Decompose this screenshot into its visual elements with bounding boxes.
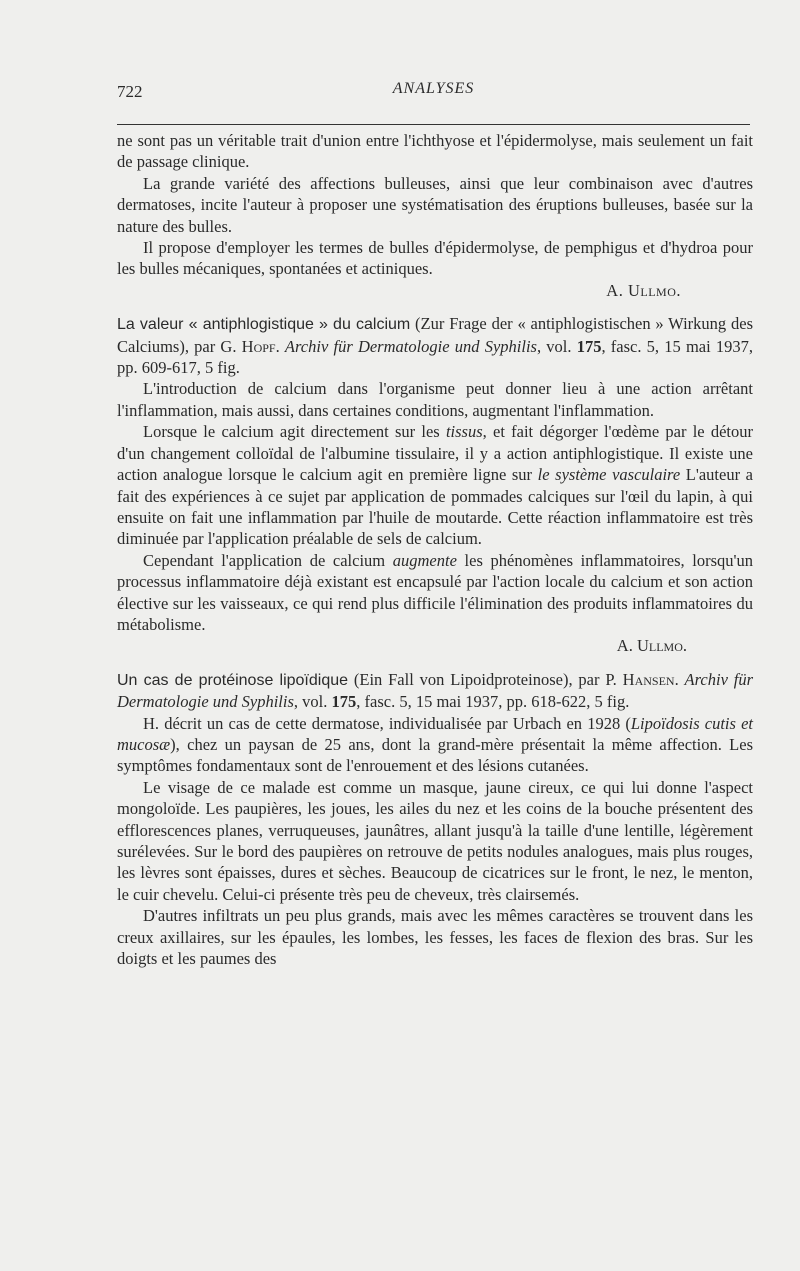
entry-title: Un cas de protéinose lipoïdique [117,671,349,689]
entry-details: , fasc. 5, 15 mai 1937, pp. 618-622, 5 fig. [356,692,630,712]
paragraph [117,713,753,777]
entry-reference [117,669,753,713]
entry-vol-label: , vol. [536,336,577,356]
entry-author: Hansen [622,669,675,689]
header-rule [117,124,750,125]
paragraph: Le visage de ce malade est comme un masque, jaune cireux, ce qui lui donne l'aspect mongoloïde. Les paupières, les joues, les ailes du nez et les coins de la bouche présentent des efflorescences planes, verruqueuses, jaunâtres, allant jusqu'à la taille d'une lentille, légèrement surélevées. Sur le bord des paupières on retrouve de petits nodules analogues, mais plus rouges, les lèvres sont épaisses, dures et sèches. Beaucoup de cicatrices sur le front, le nez, le menton, le cuir chevelu. Celui-ci présente très peu de cheveux, très clairsemés. [117,777,753,904]
entry-ref-separator: . [674,669,685,689]
italic-run: tissus [445,422,483,442]
text-run: , et fait dégorger l'œdème par le détour d'un changement colloïdal de l'albumine tissulaire, il y a action antiphlogistique. Il existe une action analogue lorsque le calcium agit en première ligne sur [117,422,753,485]
entry-reference [117,313,753,378]
entry-details: , fasc. 5, 15 mai 1937, pp. 609-617, 5 fig. [117,336,754,378]
entry-vol-label: , vol. [293,692,332,712]
page-number: 722 [117,82,143,101]
abstract-entry-lipoid [117,669,753,970]
italic-run: augmente [392,550,457,570]
entry-volume: 175 [331,692,357,712]
page-body [117,130,753,969]
running-title: ANALYSES [392,80,475,97]
paragraph: L'introduction de calcium dans l'organisme peut donner lieu à une action arrêtant l'inflammation, mais aussi, dans certaines conditions, augmentant l'inflammation. [117,379,753,420]
entry-volume: 175 [576,336,602,356]
italic-run: le système vasculaire [537,465,681,485]
text-run: Cependant l'application de calcium [143,550,393,570]
paragraph: ne sont pas un véritable trait d'union entre l'ichthyose et l'épidermolyse, mais seulement un fait de passage clinique. [117,131,753,172]
text-run: H. décrit un cas de cette dermatose, individualisée par Urbach en 1928 ( [143,713,631,733]
entry-title: La valeur « antiphlogistique » du calcium [117,316,411,334]
abstract-entry-calcium [117,313,753,657]
signature: A. Ullmo. [616,636,687,656]
text-run: les phénomènes inflammatoires, lorsqu'un processus inflammatoire déjà existant est encapsulé par l'action locale du calcium et son action élective sur les vaisseaux, ce qui rend plus difficile l'élimination des produits inflammatoires du métabolisme. [117,550,753,634]
entry-author: Hopf [241,336,276,356]
continued-abstract [117,130,753,301]
paragraph: Il propose d'employer les termes de bulles d'épidermolyse, de pemphigus et d'hydroa pour les bulles mécaniques, spontanées et actiniques. [117,238,753,279]
signature: A. Ullmo. [606,280,681,300]
italic-run: Lipoïdosis cutis et mucosæ [117,713,753,754]
paragraph [117,550,753,636]
page-header [117,78,750,108]
paragraph: La grande variété des affections bulleuses, ainsi que leur combinaison avec d'autres dermatoses, incite l'auteur à proposer une systématisation des éruptions bulleuses, basée sur la nature des bulles. [117,173,753,236]
text-run: L'auteur a fait des expériences à ce sujet par application de pommades calciques sur l'œil du lapin, à qui ensuite on fait une inflammation par l'huile de moutarde. Cette réaction inflammatoire est très diminuée par l'application préalable de sels de calcium. [117,465,753,549]
paragraph [117,421,753,549]
text-run: ), chez un paysan de 25 ans, dont la grand-mère présentait la même affection. Les symptômes fondamentaux sont de l'enrouement et des lésions cutanées. [117,734,753,776]
entry-journal: Archiv für Dermatologie und Syphilis [284,336,537,356]
entry-ref-separator: . [275,336,285,356]
entry-ref-text: (Ein Fall von Lipoidproteinose), par P. [348,669,623,689]
entry-journal: Archiv für Dermatologie und Syphilis [117,669,754,712]
entry-ref-text: (Zur Frage der « antiphlogistischen » Wirkung des Calciums), par G. [117,314,753,356]
text-run: Lorsque le calcium agit directement sur les [143,422,446,442]
paragraph: D'autres infiltrats un peu plus grands, mais avec les mêmes caractères se trouvent dans les creux axillaires, sur les épaules, les lombes, les fesses, les faces de flexion des bras. Sur les doigts et les paumes des [117,906,753,969]
